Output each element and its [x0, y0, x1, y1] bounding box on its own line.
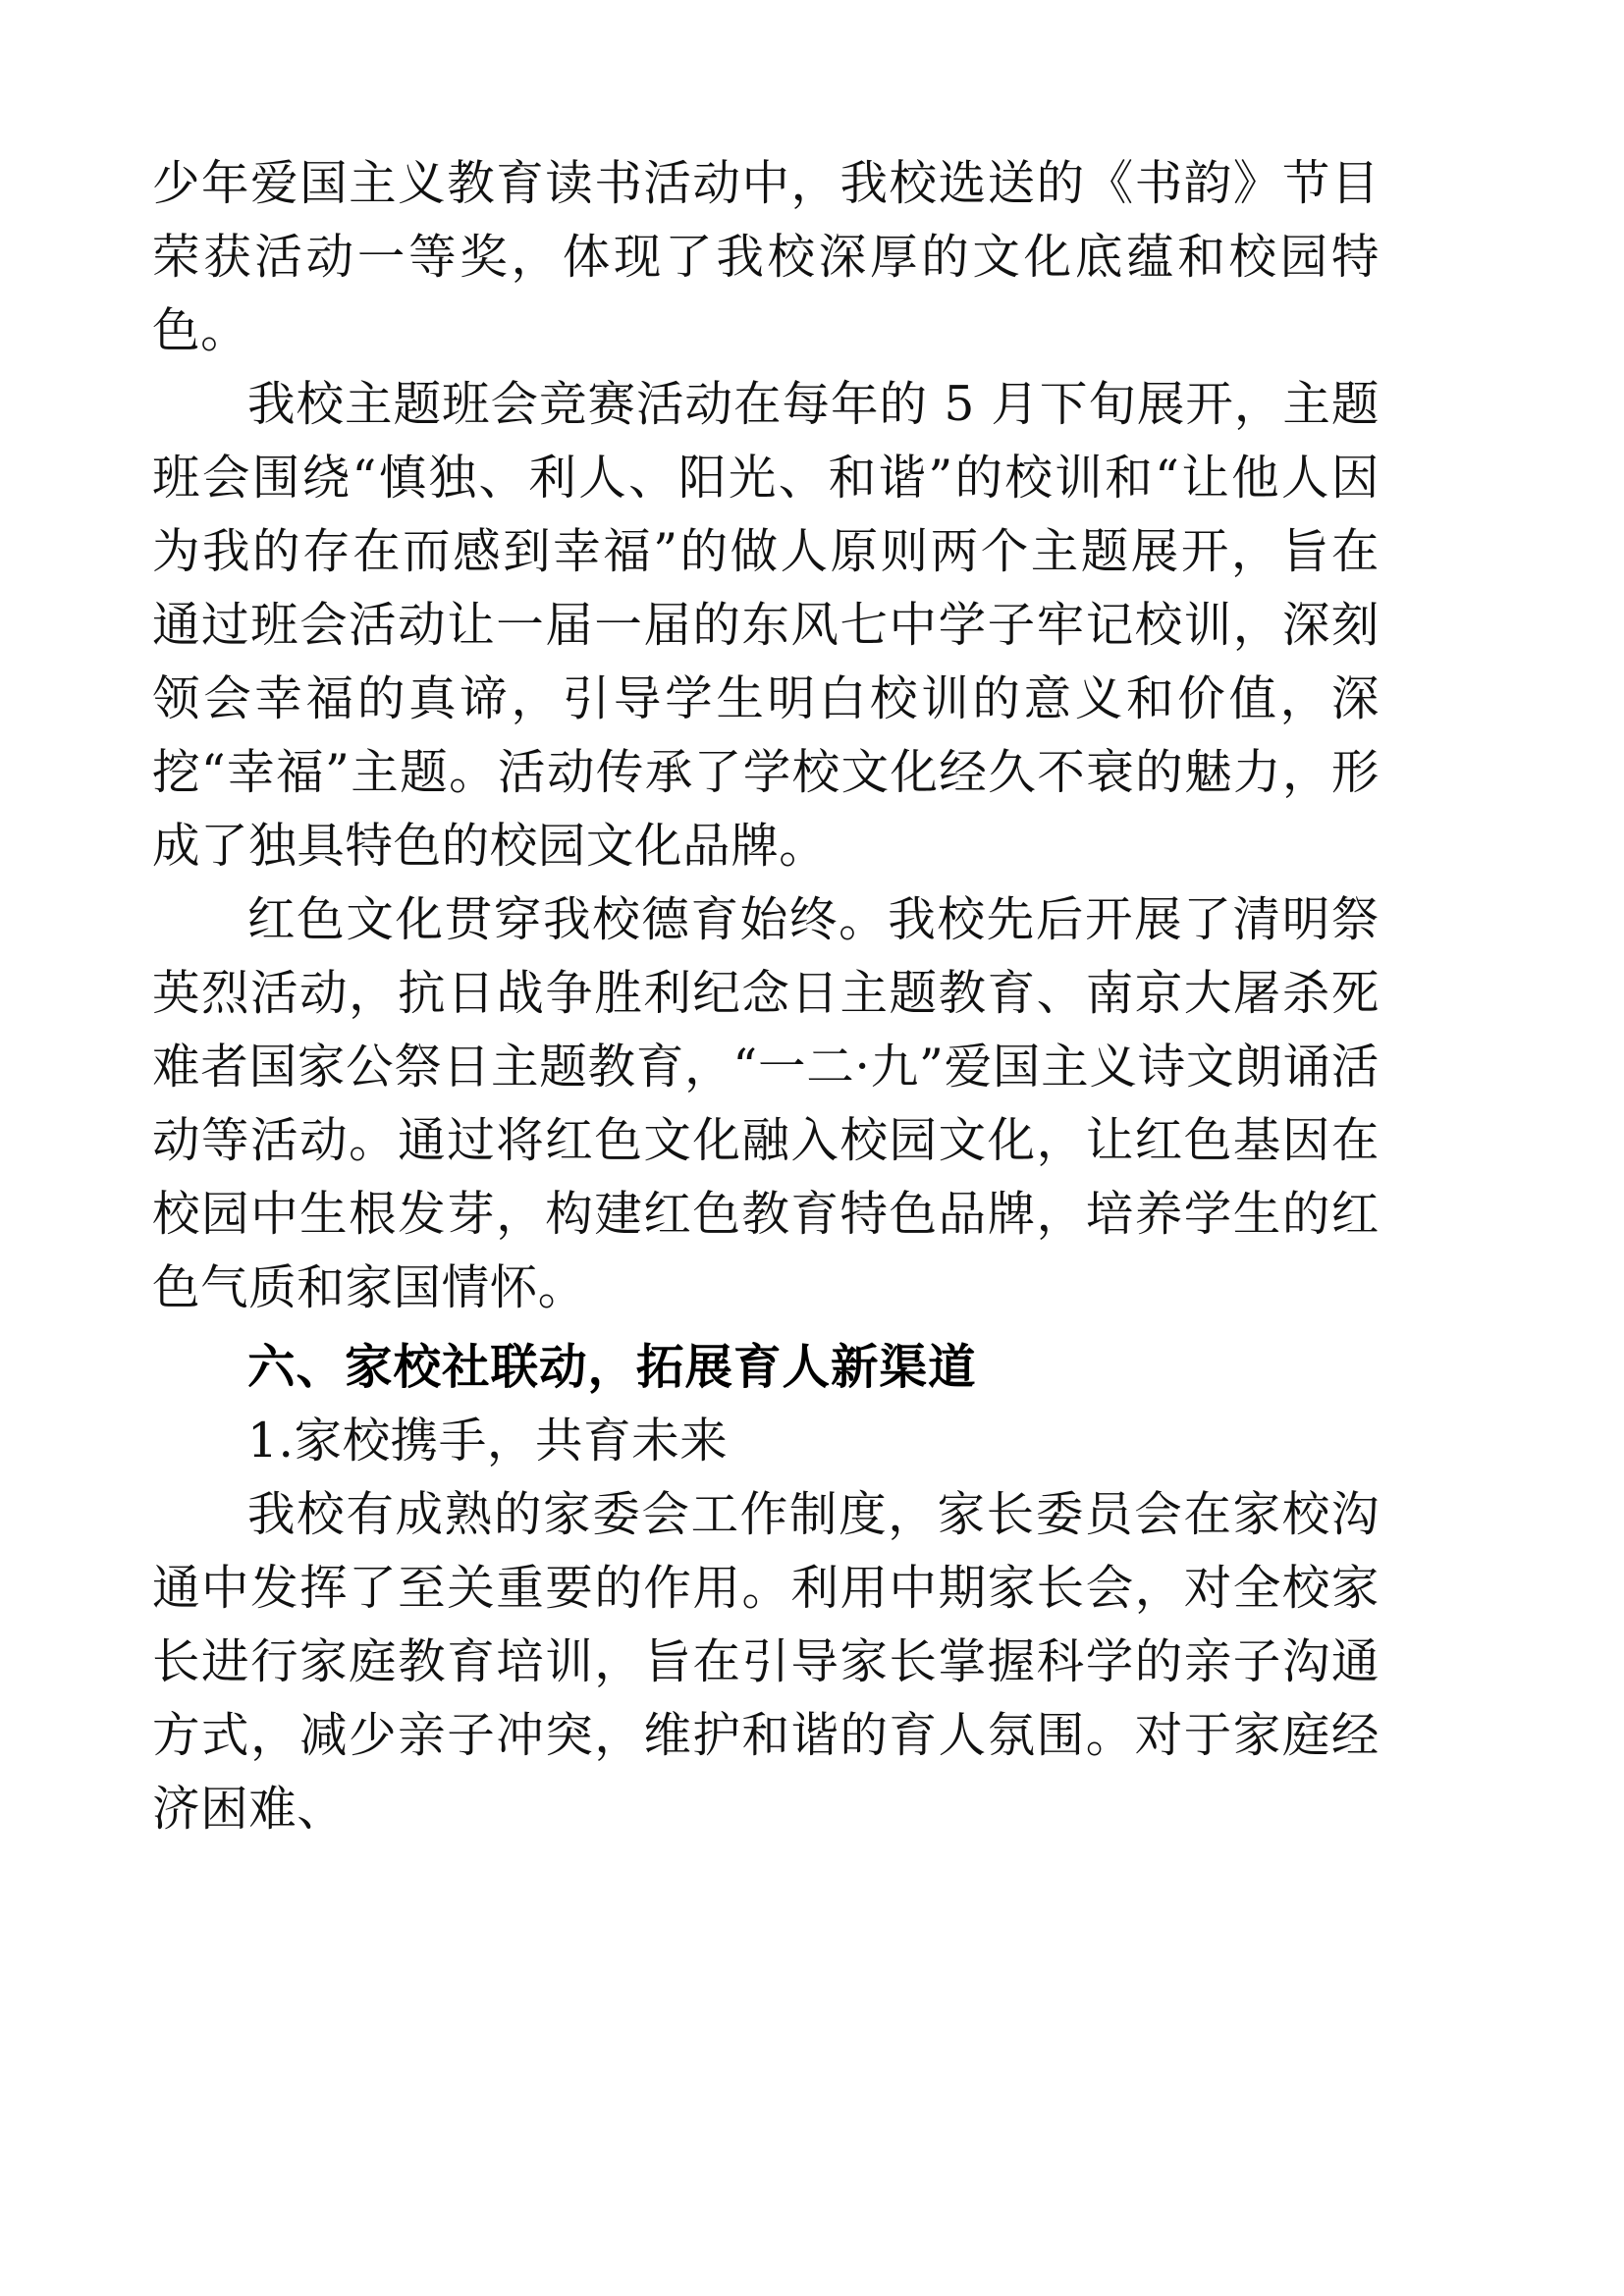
- paragraph-parent-committee: 我校有成熟的家委会工作制度，家长委员会在家校沟通中发挥了至关重要的作用。利用中期家长会，对全校家长进行家庭教育培训，旨在引导家长掌握科学的亲子沟通方式，减少亲子冲突，维护和谐的育人氛围。对于家庭经济困难、: [152, 1487, 1380, 1837]
- paragraph-theme-class-meeting: 我校主题班会竞赛活动在每年的 5 月下旬展开，主题班会围绕“慎独、利人、阳光、和谐”的校训和“让他人因为我的存在而感到幸福”的做人原则两个主题展开，旨在通过班会活动让一届一届的东风七中学子牢记校训，深刻领会幸福的真谛，引导学生明白校训的意义和价值，深挖“幸福”主题。活动传承了学校文化经久不衰的魅力，形成了独具特色的校园文化品牌。: [152, 377, 1380, 874]
- subheading-home-school: 1.家校携手，共育未来: [247, 1414, 729, 1468]
- section-heading-six: 六、家校社联动，拓展育人新渠道: [247, 1340, 977, 1395]
- paragraph-continued: 少年爱国主义教育读书活动中，我校选送的《书韵》节目荣获活动一等奖，体现了我校深厚的文化底蕴和校园特色。: [152, 156, 1380, 358]
- paragraph-red-culture: 红色文化贯穿我校德育始终。我校先后开展了清明祭英烈活动，抗日战争胜利纪念日主题教育、南京大屠杀死难者国家公祭日主题教育，“一二·九”爱国主义诗文朗诵活动等活动。通过将红色文化融入校园文化，让红色基因在校园中生根发芽，构建红色教育特色品牌，培养学生的红色气质和家国情怀。: [152, 892, 1380, 1315]
- page-body: [152, 147, 1380, 1846]
